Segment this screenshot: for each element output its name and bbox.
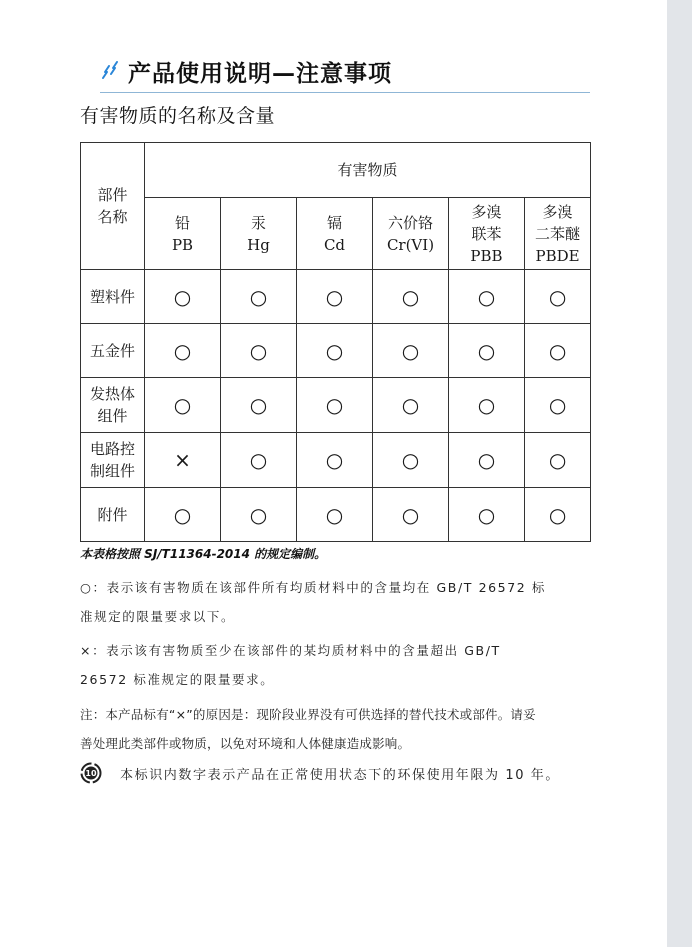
sparkle-icon: [100, 60, 122, 82]
column-header-cd: 镉 Cd: [297, 198, 373, 270]
row-label: 发热体 组件: [81, 378, 145, 433]
table-cell: ○: [297, 433, 373, 488]
table-row: [81, 324, 591, 378]
table-cell: ○: [449, 378, 525, 433]
table-cell: ○: [449, 488, 525, 542]
table-cell: ○: [145, 324, 221, 378]
table-cell: ○: [525, 270, 591, 324]
part-name-header: 部件 名称: [81, 143, 145, 270]
cross-legend: ×：表示该有害物质至少在该部件的某均质材料中的含量超出 GB/T 26572 标准规定的限量要求。: [80, 643, 501, 687]
hazardous-substances-table: [80, 142, 591, 542]
environmental-label-row: [80, 762, 560, 784]
table-cell: ○: [525, 378, 591, 433]
env-badge-number: 10: [85, 769, 97, 778]
table-cell: ○: [373, 324, 449, 378]
table-cell: ○: [373, 433, 449, 488]
table-row: [81, 488, 591, 542]
environment-protection-period-icon: [80, 762, 102, 784]
table-cell: ○: [221, 433, 297, 488]
table-cell: ○: [449, 433, 525, 488]
row-label: 塑料件: [81, 270, 145, 324]
table-cell: ○: [297, 270, 373, 324]
table-cell: ○: [221, 270, 297, 324]
remark-note: 注：本产品标有“×”的原因是：现阶段业界没有可供选择的替代技术或部件。请妥 善处理此类部件或物质，以免对环境和人体健康造成影响。: [80, 707, 536, 751]
table-row: [81, 270, 591, 324]
table-cell: ○: [221, 324, 297, 378]
table-cell: ○: [145, 378, 221, 433]
section-subtitle: 有害物质的名称及含量: [80, 105, 276, 127]
table-cell: ○: [525, 324, 591, 378]
page-title: 产品使用说明—注意事项: [128, 60, 392, 87]
table-row: [81, 378, 591, 433]
row-label: 五金件: [81, 324, 145, 378]
table-cell: ○: [297, 378, 373, 433]
table-row: [81, 433, 591, 488]
column-header-pb: 铅 PB: [145, 198, 221, 270]
row-label: 附件: [81, 488, 145, 542]
column-header-cr6: 六价铬 Cr(VI): [373, 198, 449, 270]
table-cell: ○: [297, 488, 373, 542]
page-side-bar: [667, 0, 692, 947]
table-cell: ○: [449, 324, 525, 378]
table-cell: ○: [145, 270, 221, 324]
table-cell: ○: [221, 488, 297, 542]
table-cell: ○: [373, 270, 449, 324]
title-divider: [100, 92, 590, 93]
table-cell: ○: [373, 488, 449, 542]
table-cell: ○: [525, 433, 591, 488]
column-header-pbde: 多溴 二苯醚 PBDE: [525, 198, 591, 270]
table-cell: ○: [145, 488, 221, 542]
column-header-hg: 汞 Hg: [221, 198, 297, 270]
table-cell: ×: [145, 433, 221, 488]
row-label: 电路控 制组件: [81, 433, 145, 488]
table-cell: ○: [373, 378, 449, 433]
table-cell: ○: [221, 378, 297, 433]
standard-note: 本表格按照 SJ/T11364-2014 的规定编制。: [80, 547, 327, 561]
page-title-row: [100, 54, 392, 88]
table-cell: ○: [449, 270, 525, 324]
environmental-label-text: 本标识内数字表示产品在正常使用状态下的环保使用年限为 10 年。: [120, 767, 561, 783]
substance-group-header: 有害物质: [145, 143, 591, 198]
table-cell: ○: [297, 324, 373, 378]
circle-legend: ○：表示该有害物质在该部件所有均质材料中的含量均在 GB/T 26572 标 准规定的限量要求以下。: [80, 580, 547, 624]
column-header-pbb: 多溴 联苯 PBB: [449, 198, 525, 270]
table-cell: ○: [525, 488, 591, 542]
